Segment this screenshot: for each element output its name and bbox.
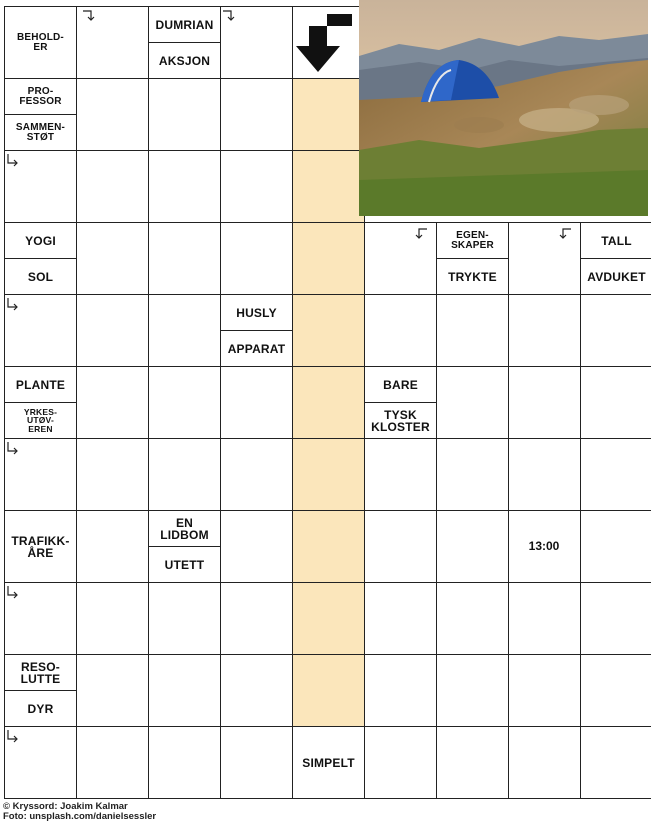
grid-cell[interactable] xyxy=(580,510,651,583)
grid-cell[interactable] xyxy=(580,726,651,799)
clue-utett: UTETT xyxy=(148,546,221,583)
arrow-down-right-icon xyxy=(6,153,20,169)
grid-cell[interactable] xyxy=(508,438,581,511)
grid-cell[interactable] xyxy=(220,366,293,439)
clue-trafikkare: TRAFIKK- ÅRE xyxy=(4,510,77,583)
clue-husly: HUSLY xyxy=(220,294,293,331)
grid-cell[interactable] xyxy=(76,438,149,511)
clue-en-lidbom: EN LIDBOM xyxy=(148,510,221,547)
grid-cell[interactable] xyxy=(292,222,365,295)
clue-yrkesutoveren: YRKES- UTØV- EREN xyxy=(4,402,77,439)
grid-cell[interactable] xyxy=(148,366,221,439)
grid-cell[interactable] xyxy=(76,654,149,727)
grid-cell[interactable] xyxy=(76,222,149,295)
grid-cell[interactable] xyxy=(508,366,581,439)
arrow-down-right-icon xyxy=(6,297,20,313)
grid-cell[interactable] xyxy=(148,222,221,295)
grid-cell[interactable] xyxy=(508,654,581,727)
grid-cell[interactable] xyxy=(364,510,437,583)
grid-cell[interactable] xyxy=(220,510,293,583)
grid-cell[interactable] xyxy=(580,366,651,439)
grid-cell[interactable] xyxy=(292,582,365,655)
grid-cell[interactable] xyxy=(148,726,221,799)
grid-cell[interactable] xyxy=(364,582,437,655)
crossword-credit: © Kryssord: Joakim Kalmar xyxy=(3,801,128,812)
grid-cell[interactable] xyxy=(76,294,149,367)
grid-cell[interactable] xyxy=(508,294,581,367)
grid-cell[interactable] xyxy=(220,438,293,511)
grid-cell[interactable] xyxy=(436,294,509,367)
grid-cell[interactable] xyxy=(220,150,293,223)
grid-cell[interactable] xyxy=(436,510,509,583)
grid-cell[interactable] xyxy=(220,654,293,727)
grid-cell[interactable] xyxy=(580,438,651,511)
grid-cell[interactable] xyxy=(148,438,221,511)
grid-cell[interactable] xyxy=(76,582,149,655)
clue-dumrian: DUMRIAN xyxy=(148,6,221,43)
grid-cell[interactable] xyxy=(436,726,509,799)
clue-simpelt: SIMPELT xyxy=(292,726,365,799)
grid-cell[interactable] xyxy=(364,438,437,511)
grid-cell[interactable] xyxy=(436,366,509,439)
grid-cell[interactable] xyxy=(220,726,293,799)
grid-cell[interactable] xyxy=(508,726,581,799)
grid-cell[interactable] xyxy=(292,654,365,727)
clue-egenskaper: EGEN- SKAPER xyxy=(436,222,509,259)
camping-photo xyxy=(359,0,648,216)
grid-cell[interactable] xyxy=(364,726,437,799)
grid-cell[interactable] xyxy=(76,510,149,583)
arrow-left-down-icon xyxy=(414,226,428,242)
grid-cell[interactable] xyxy=(436,654,509,727)
grid-cell[interactable] xyxy=(148,150,221,223)
clue-sol: SOL xyxy=(4,258,77,295)
grid-cell[interactable] xyxy=(580,654,651,727)
clue-tysk-kloster: TYSK KLOSTER xyxy=(364,402,437,439)
photo-credit: Foto: unsplash.com/danielsessler xyxy=(3,811,157,822)
clue-plante: PLANTE xyxy=(4,366,77,403)
clue-sammenstot: SAMMEN- STØT xyxy=(4,114,77,151)
grid-cell[interactable] xyxy=(76,726,149,799)
arrow-down-right-icon xyxy=(6,441,20,457)
arrow-down-right-icon xyxy=(6,585,20,601)
grid-cell[interactable] xyxy=(508,582,581,655)
grid-cell[interactable] xyxy=(148,78,221,151)
grid-cell[interactable] xyxy=(580,294,651,367)
grid-cell[interactable] xyxy=(292,294,365,367)
grid-cell[interactable] xyxy=(436,582,509,655)
grid-cell[interactable] xyxy=(364,294,437,367)
clue-yogi: YOGI xyxy=(4,222,77,259)
clue-apparat: APPARAT xyxy=(220,330,293,367)
grid-cell[interactable] xyxy=(436,438,509,511)
grid-cell[interactable] xyxy=(220,78,293,151)
grid-cell[interactable] xyxy=(76,150,149,223)
credits xyxy=(3,802,156,822)
grid-cell[interactable] xyxy=(292,78,365,151)
clue-trykte: TRYKTE xyxy=(436,258,509,295)
tent-photo-image xyxy=(359,0,648,216)
clue-dyr: DYR xyxy=(4,690,77,727)
grid-cell[interactable] xyxy=(292,366,365,439)
clue-aksjon: AKSJON xyxy=(148,42,221,79)
grid-cell[interactable] xyxy=(580,582,651,655)
clue-beholder: BEHOLD- ER xyxy=(4,6,77,79)
grid-cell[interactable] xyxy=(76,78,149,151)
grid-cell[interactable] xyxy=(76,366,149,439)
clue-avduket: AVDUKET xyxy=(580,258,651,295)
arrow-right-down-icon xyxy=(222,8,236,24)
arrow-left-down-icon xyxy=(558,226,572,242)
grid-cell[interactable] xyxy=(292,510,365,583)
clue-bare: BARE xyxy=(364,366,437,403)
grid-cell[interactable] xyxy=(220,582,293,655)
clue-tall: TALL xyxy=(580,222,651,259)
grid-cell[interactable] xyxy=(148,294,221,367)
grid-cell[interactable] xyxy=(292,150,365,223)
clue-professor: PRO- FESSOR xyxy=(4,78,77,115)
grid-cell[interactable] xyxy=(148,654,221,727)
grid-cell[interactable] xyxy=(148,582,221,655)
arrow-right-down-icon xyxy=(82,8,96,24)
big-left-arrow-icon xyxy=(292,6,364,78)
time-value: 13:00 xyxy=(528,539,560,553)
grid-cell[interactable] xyxy=(220,222,293,295)
arrow-down-right-icon xyxy=(6,729,20,745)
grid-cell[interactable] xyxy=(364,654,437,727)
clue-resolutte: RESO- LUTTE xyxy=(4,654,77,691)
grid-cell[interactable] xyxy=(292,438,365,511)
